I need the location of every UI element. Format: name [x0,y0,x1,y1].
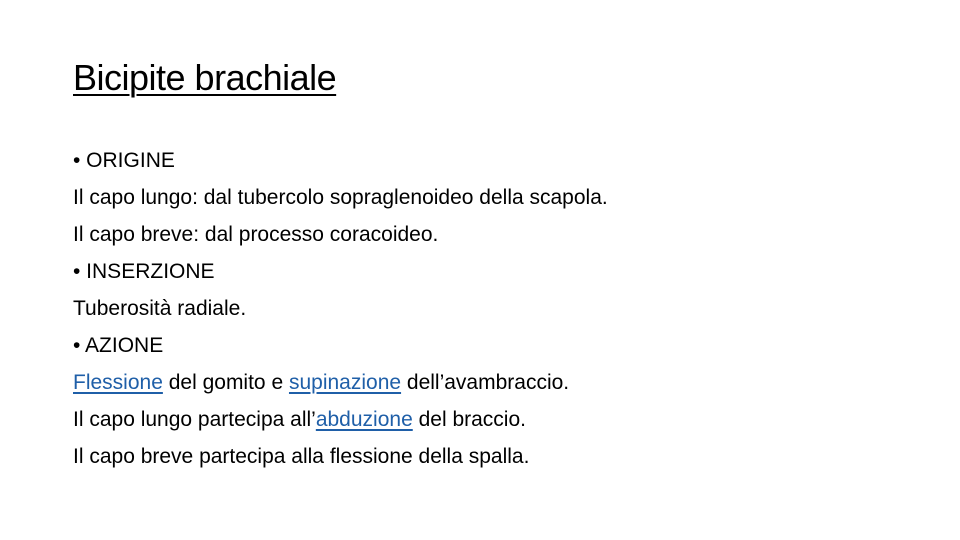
action-line-2-text-2: del braccio. [412,408,526,431]
action-line-1-text-2: dell’avambraccio. [401,371,570,394]
flessione-link[interactable]: Flessione [73,371,163,394]
action-line-3: Il capo breve partecipa alla flessione della spalla. [73,445,530,468]
action-line-2-text-1: Il capo lungo partecipa all’ [73,408,316,431]
supinazione-link[interactable]: supinazione [288,371,402,394]
action-heading: • AZIONE [73,334,164,357]
insertion-text: Tuberosità radiale. [73,297,247,320]
action-line-1 [73,364,933,401]
slide-body [73,142,933,475]
origin-short-head-text: Il capo breve: dal processo coracoideo. [73,223,439,246]
insertion-heading: • INSERZIONE [73,260,215,283]
slide-title: Bicipite brachiale [73,57,337,98]
origin-long-head-text: Il capo lungo: dal tubercolo sopraglenoideo della scapola. [73,186,608,209]
action-line-1-text-1: del gomito e [162,371,289,394]
action-line-2 [73,401,933,438]
origin-heading: • ORIGINE [73,149,175,172]
abduzione-link[interactable]: abduzione [315,408,413,431]
